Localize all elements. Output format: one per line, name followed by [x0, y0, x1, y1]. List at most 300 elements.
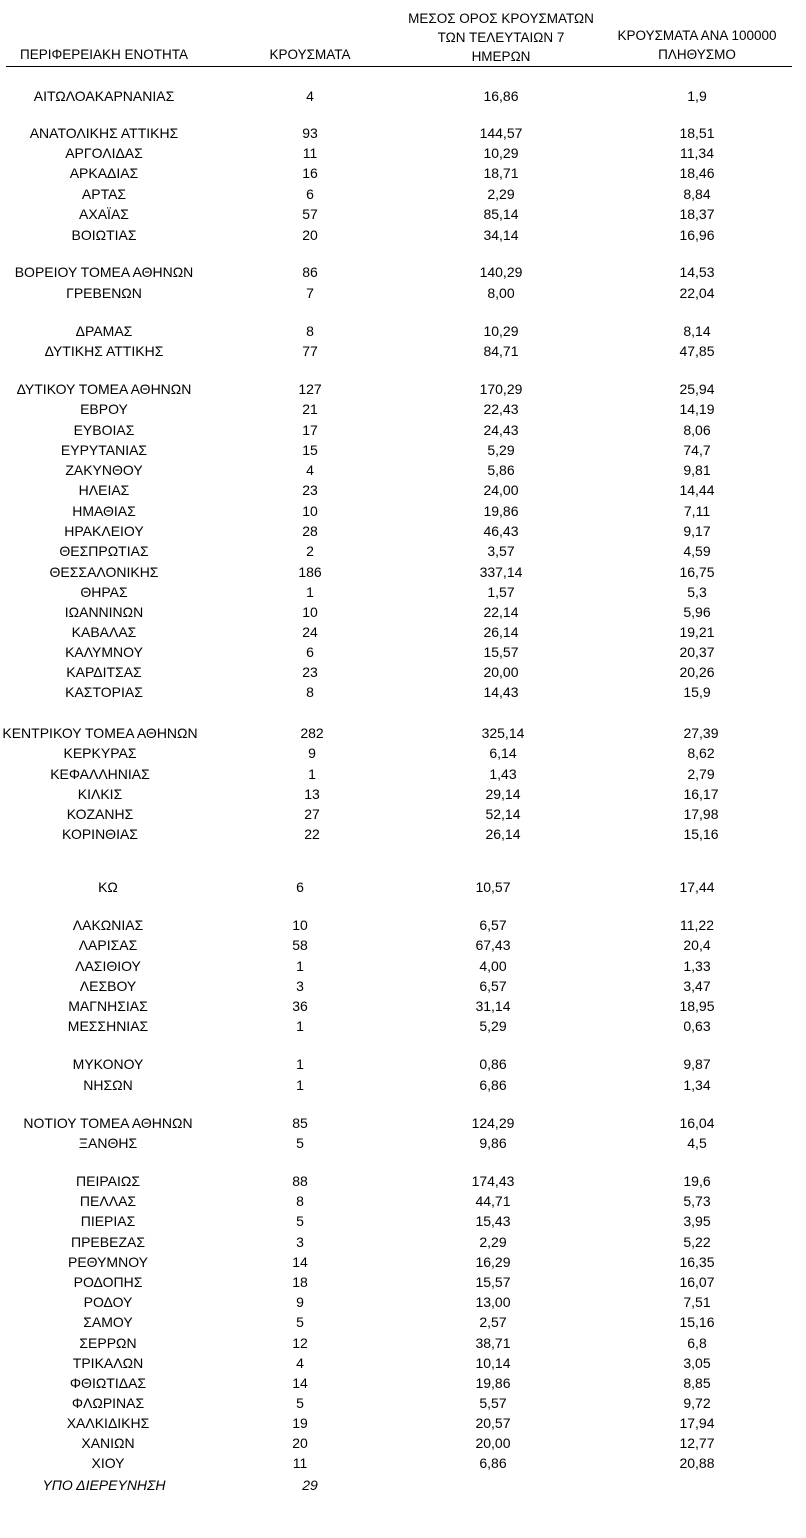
table-row — [0, 1312, 806, 1332]
cell-region: ΔΡΑΜΑΣ — [75, 323, 133, 339]
table-row — [0, 262, 806, 282]
cell-region: ΚΑΛΥΜΝΟΥ — [65, 644, 143, 660]
cell-per100k: 16,07 — [679, 1274, 715, 1290]
cell-region: ΡΕΘΥΜΝΟΥ — [67, 1254, 148, 1270]
cell-per100k: 9,81 — [683, 462, 711, 478]
cell-cases: 77 — [302, 343, 318, 359]
cell-cases: 19 — [292, 1415, 308, 1431]
table-row — [0, 976, 806, 996]
cell-per100k: 5,22 — [683, 1234, 711, 1250]
cell-cases: 5 — [296, 1395, 304, 1411]
cell-avg7: 15,57 — [483, 644, 519, 660]
table-row — [0, 460, 806, 480]
cell-avg7: 144,57 — [479, 125, 523, 141]
cell-per100k: 15,16 — [683, 826, 719, 842]
cell-avg7: 2,29 — [487, 186, 515, 202]
table-row — [0, 723, 806, 743]
table-row — [0, 622, 806, 642]
cell-per100k: 8,85 — [683, 1375, 711, 1391]
cell-avg7: 4,00 — [479, 958, 507, 974]
cell-cases: 15 — [302, 442, 318, 458]
cell-avg7: 67,43 — [475, 937, 511, 953]
cell-region: ΛΑΡΙΣΑΣ — [78, 937, 138, 953]
cell-region: ΤΡΙΚΑΛΩΝ — [72, 1355, 144, 1371]
header-divider — [6, 66, 792, 67]
cell-per100k: 14,53 — [679, 264, 715, 280]
table-row — [0, 784, 806, 804]
cell-per100k: 4,59 — [683, 543, 711, 559]
cell-region: ΦΘΙΩΤΙΔΑΣ — [69, 1375, 147, 1391]
cell-avg7: 6,57 — [479, 917, 507, 933]
table-row — [0, 1171, 806, 1191]
table-row — [0, 1353, 806, 1373]
cell-per100k: 9,87 — [683, 1056, 711, 1072]
column-header-avg7 — [392, 9, 610, 66]
cell-per100k: 14,44 — [679, 482, 715, 498]
cell-cases: 13 — [304, 786, 320, 802]
cell-cases: 24 — [302, 624, 318, 640]
table-row — [0, 562, 806, 582]
cell-avg7: 14,43 — [483, 684, 519, 700]
cell-cases: 58 — [292, 937, 308, 953]
cell-region: ΧΑΛΚΙΔΙΚΗΣ — [66, 1415, 150, 1431]
cell-cases: 85 — [292, 1115, 308, 1131]
cell-cases: 11 — [292, 1455, 308, 1471]
cell-region: ΦΛΩΡΙΝΑΣ — [71, 1395, 145, 1411]
table-row — [0, 602, 806, 622]
cell-per100k: 17,44 — [679, 879, 715, 895]
cell-avg7: 24,43 — [483, 422, 519, 438]
cell-cases: 2 — [306, 543, 314, 559]
table-row — [0, 1252, 806, 1272]
cell-per100k: 5,3 — [687, 584, 707, 600]
cell-region: ΕΥΡΥΤΑΝΙΑΣ — [60, 442, 148, 458]
cell-region: ΑΡΓΟΛΙΔΑΣ — [65, 145, 143, 161]
cell-region: ΚΕΝΤΡΙΚΟΥ ΤΟΜΕΑ ΑΘΗΝΩΝ — [2, 725, 198, 741]
cell-per100k: 27,39 — [683, 725, 719, 741]
table-header — [0, 0, 806, 68]
cell-per100k: 18,95 — [679, 998, 715, 1014]
cell-cases: 6 — [306, 644, 314, 660]
cell-per100k: 8,14 — [683, 323, 711, 339]
cell-per100k: 5,96 — [683, 604, 711, 620]
cell-avg7: 124,29 — [471, 1115, 515, 1131]
table-row — [0, 1016, 806, 1036]
cell-cases: 27 — [304, 806, 320, 822]
cell-cases: 1 — [296, 958, 304, 974]
cell-avg7: 15,43 — [475, 1213, 511, 1229]
cell-per100k: 1,33 — [683, 958, 711, 974]
cell-cases: 9 — [296, 1294, 304, 1310]
table-row — [0, 1133, 806, 1153]
cell-cases: 3 — [296, 978, 304, 994]
table-row — [0, 1292, 806, 1312]
cell-per100k: 5,73 — [683, 1193, 711, 1209]
table-row — [0, 521, 806, 541]
cell-per100k: 15,16 — [679, 1314, 715, 1330]
column-header-avg7-line3: ΗΜΕΡΩΝ — [471, 49, 531, 64]
cell-cases: 8 — [296, 1193, 304, 1209]
cell-per100k: 20,37 — [679, 644, 715, 660]
cell-per100k: 25,94 — [679, 381, 715, 397]
cell-avg7: 19,86 — [483, 503, 519, 519]
cell-region: ΚΟΖΑΝΗΣ — [66, 806, 134, 822]
cell-avg7: 46,43 — [483, 523, 519, 539]
cell-per100k: 2,79 — [687, 766, 715, 782]
table-row — [0, 123, 806, 143]
cell-region: ΗΡΑΚΛΕΙΟΥ — [64, 523, 144, 539]
cell-avg7: 6,14 — [489, 745, 517, 761]
column-header-region: ΠΕΡΙΦΕΡΕΙΑΚΗ ΕΝΟΤΗΤΑ — [19, 47, 189, 62]
cell-cases: 1 — [296, 1077, 304, 1093]
table-row — [0, 804, 806, 824]
cell-per100k: 11,22 — [680, 917, 714, 933]
cell-per100k: 3,95 — [683, 1213, 711, 1229]
cell-cases: 4 — [306, 462, 314, 478]
cell-cases: 36 — [292, 998, 308, 1014]
cell-avg7: 0,86 — [479, 1056, 507, 1072]
cell-cases: 21 — [302, 401, 318, 417]
cell-cases: 14 — [292, 1254, 308, 1270]
table-row — [0, 341, 806, 361]
table-row — [0, 1211, 806, 1231]
cell-avg7: 6,57 — [479, 978, 507, 994]
cell-per100k: 1,34 — [683, 1077, 711, 1093]
table-row — [0, 1075, 806, 1095]
cell-cases: 22 — [304, 826, 320, 842]
table-row — [0, 480, 806, 500]
cell-per100k: 22,04 — [679, 285, 715, 301]
cell-cases: 4 — [296, 1355, 304, 1371]
cell-avg7: 13,00 — [475, 1294, 511, 1310]
cell-region: ΘΕΣΣΑΛΟΝΙΚΗΣ — [49, 564, 159, 580]
table-row — [0, 743, 806, 763]
cell-region: ΜΥΚΟΝΟΥ — [72, 1056, 144, 1072]
column-header-per100k-line2: ΠΛΗΘΥΣΜΟ — [658, 47, 736, 62]
cell-avg7: 140,29 — [479, 264, 523, 280]
cell-per100k: 0,63 — [683, 1018, 711, 1034]
cell-cases: 1 — [296, 1018, 304, 1034]
table-row — [0, 1453, 806, 1473]
table-row — [0, 1113, 806, 1133]
cell-region: ΖΑΚΥΝΘΟΥ — [65, 462, 143, 478]
cell-avg7: 85,14 — [483, 206, 519, 222]
table-row — [0, 1272, 806, 1292]
cell-region: ΘΕΣΠΡΩΤΙΑΣ — [59, 543, 149, 559]
table-row — [0, 1333, 806, 1353]
cell-per100k: 6,8 — [687, 1335, 707, 1351]
cell-avg7: 5,29 — [479, 1018, 507, 1034]
cell-cases: 18 — [292, 1274, 308, 1290]
footer-row — [0, 1475, 806, 1495]
table-row — [0, 379, 806, 399]
cell-per100k: 16,75 — [679, 564, 715, 580]
cell-cases: 23 — [302, 664, 318, 680]
table-row — [0, 225, 806, 245]
cell-region: ΑΝΑΤΟΛΙΚΗΣ ΑΤΤΙΚΗΣ — [29, 125, 179, 141]
cell-region: ΠΕΛΛΑΣ — [79, 1193, 137, 1209]
cell-cases: 3 — [296, 1234, 304, 1250]
cell-cases: 5 — [296, 1314, 304, 1330]
cell-avg7: 18,71 — [483, 165, 519, 181]
cell-cases: 93 — [302, 125, 318, 141]
cell-region: ΕΒΡΟΥ — [80, 401, 128, 417]
table-row — [0, 1191, 806, 1211]
cell-per100k: 17,94 — [679, 1415, 715, 1431]
cell-cases: 8 — [306, 684, 314, 700]
table-row — [0, 204, 806, 224]
cell-avg7: 10,14 — [475, 1355, 511, 1371]
cell-per100k: 47,85 — [679, 343, 715, 359]
cell-avg7: 5,29 — [487, 442, 515, 458]
cell-per100k: 18,37 — [679, 206, 715, 222]
cell-cases: 4 — [306, 88, 314, 104]
table-row — [0, 824, 806, 844]
cell-per100k: 7,51 — [683, 1294, 711, 1310]
column-header-cases: ΚΡΟΥΣΜΑΤΑ — [269, 47, 351, 62]
cell-per100k: 20,88 — [679, 1455, 715, 1471]
cell-cases: 12 — [292, 1335, 308, 1351]
cell-region: ΗΜΑΘΙΑΣ — [72, 503, 136, 519]
column-header-per100k — [588, 26, 806, 64]
cell-avg7: 84,71 — [483, 343, 519, 359]
cell-region: ΑΙΤΩΛΟΑΚΑΡΝΑΝΙΑΣ — [33, 88, 175, 104]
table-row — [0, 956, 806, 976]
cell-region: ΠΕΙΡΑΙΩΣ — [76, 1173, 140, 1189]
cell-region: ΗΛΕΙΑΣ — [78, 482, 130, 498]
table-row — [0, 321, 806, 341]
cell-cases: 10 — [302, 503, 318, 519]
cell-cases: 7 — [306, 285, 314, 301]
cell-avg7: 15,57 — [475, 1274, 511, 1290]
cell-per100k: 14,19 — [679, 401, 715, 417]
table-row — [0, 682, 806, 702]
cell-avg7: 38,71 — [475, 1335, 511, 1351]
cell-avg7: 1,43 — [489, 766, 517, 782]
cell-avg7: 170,29 — [479, 381, 523, 397]
table-row — [0, 1393, 806, 1413]
cell-cases: 1 — [306, 584, 314, 600]
table-row — [0, 501, 806, 521]
cell-per100k: 74,7 — [683, 442, 711, 458]
cell-avg7: 22,14 — [483, 604, 519, 620]
cell-region: ΔΥΤΙΚΟΥ ΤΟΜΕΑ ΑΘΗΝΩΝ — [16, 381, 192, 397]
cell-cases: 10 — [292, 917, 308, 933]
cell-cases: 5 — [296, 1213, 304, 1229]
cell-avg7: 6,86 — [479, 1077, 507, 1093]
table-row — [0, 935, 806, 955]
cell-per100k: 9,17 — [683, 523, 711, 539]
cell-region: ΚΑΣΤΟΡΙΑΣ — [65, 684, 143, 700]
cell-avg7: 26,14 — [485, 826, 521, 842]
table-row — [0, 86, 806, 106]
cell-cases: 16 — [302, 165, 318, 181]
cell-region: ΣΑΜΟΥ — [83, 1314, 133, 1330]
table-row — [0, 877, 806, 897]
table-row — [0, 915, 806, 935]
cell-per100k: 12,77 — [679, 1435, 715, 1451]
cell-cases: 11 — [302, 145, 318, 161]
table-row — [0, 662, 806, 682]
cell-avg7: 6,86 — [479, 1455, 507, 1471]
cell-cases: 6 — [296, 879, 304, 895]
cell-region: ΒΟΙΩΤΙΑΣ — [71, 227, 137, 243]
cell-avg7: 52,14 — [485, 806, 521, 822]
cell-avg7: 5,57 — [479, 1395, 507, 1411]
cell-cases: 17 — [302, 422, 318, 438]
cell-region: ΝΟΤΙΟΥ ΤΟΜΕΑ ΑΘΗΝΩΝ — [23, 1115, 193, 1131]
cell-cases: 23 — [302, 482, 318, 498]
cell-region: ΑΡΤΑΣ — [81, 186, 127, 202]
column-header-avg7-line1: ΜΕΣΟΣ ΟΡΟΣ ΚΡΟΥΣΜΑΤΩΝ — [408, 11, 594, 26]
table-row — [0, 143, 806, 163]
cell-avg7: 16,86 — [483, 88, 519, 104]
cell-avg7: 9,86 — [479, 1135, 507, 1151]
cell-region: ΑΧΑΪΑΣ — [79, 206, 129, 222]
table-row — [0, 764, 806, 784]
cell-region: ΛΑΚΩΝΙΑΣ — [72, 917, 144, 933]
cell-per100k: 8,06 — [683, 422, 711, 438]
table-row — [0, 1373, 806, 1393]
footer-cases: 29 — [302, 1477, 318, 1493]
cell-per100k: 16,96 — [679, 227, 715, 243]
cell-per100k: 8,62 — [687, 745, 715, 761]
cell-avg7: 24,00 — [483, 482, 519, 498]
cell-avg7: 2,57 — [479, 1314, 507, 1330]
cell-cases: 28 — [302, 523, 318, 539]
cell-per100k: 7,11 — [683, 503, 711, 519]
cell-region: ΕΥΒΟΙΑΣ — [73, 422, 135, 438]
table-row — [0, 642, 806, 662]
cell-region: ΞΑΝΘΗΣ — [78, 1135, 138, 1151]
table-row — [0, 582, 806, 602]
table-row — [0, 1054, 806, 1074]
cell-cases: 20 — [302, 227, 318, 243]
cell-region: ΛΑΣΙΘΙΟΥ — [75, 958, 141, 974]
table-row — [0, 399, 806, 419]
cell-cases: 14 — [292, 1375, 308, 1391]
cell-region: ΚΙΛΚΙΣ — [77, 786, 123, 802]
cell-avg7: 19,86 — [475, 1375, 511, 1391]
cell-avg7: 44,71 — [475, 1193, 511, 1209]
footer-region: ΥΠΟ ΔΙΕΡΕΥΝΗΣΗ — [42, 1477, 166, 1493]
cell-cases: 5 — [296, 1135, 304, 1151]
cell-avg7: 31,14 — [475, 998, 511, 1014]
cell-cases: 1 — [308, 766, 316, 782]
cell-avg7: 34,14 — [483, 227, 519, 243]
cell-avg7: 29,14 — [485, 786, 521, 802]
cell-cases: 1 — [296, 1056, 304, 1072]
cell-region: ΡΟΔΟΠΗΣ — [73, 1274, 143, 1290]
table-row — [0, 541, 806, 561]
cell-avg7: 10,57 — [475, 879, 511, 895]
cell-per100k: 15,9 — [683, 684, 711, 700]
cell-region: ΚΑΡΔΙΤΣΑΣ — [66, 664, 142, 680]
table-row — [0, 184, 806, 204]
column-header-avg7-line2: ΤΩΝ ΤΕΛΕΥΤΑΙΩΝ 7 — [437, 30, 565, 45]
table-row — [0, 996, 806, 1016]
table-row — [0, 1433, 806, 1453]
cell-cases: 8 — [306, 323, 314, 339]
column-header-per100k-line1: ΚΡΟΥΣΜΑΤΑ ΑΝΑ 100000 — [617, 28, 777, 43]
cell-region: ΣΕΡΡΩΝ — [79, 1335, 137, 1351]
cell-cases: 57 — [302, 206, 318, 222]
cell-avg7: 8,00 — [487, 285, 515, 301]
cell-cases: 88 — [292, 1173, 308, 1189]
cell-avg7: 10,29 — [483, 323, 519, 339]
cell-cases: 186 — [298, 564, 322, 580]
cell-region: ΧΑΝΙΩΝ — [81, 1435, 135, 1451]
cell-per100k: 9,72 — [683, 1395, 711, 1411]
cell-per100k: 17,98 — [683, 806, 719, 822]
cell-region: ΧΙΟΥ — [91, 1455, 125, 1471]
cell-per100k: 4,5 — [687, 1135, 707, 1151]
cell-avg7: 22,43 — [483, 401, 519, 417]
cell-avg7: 20,00 — [475, 1435, 511, 1451]
table-row — [0, 1232, 806, 1252]
cell-avg7: 5,86 — [487, 462, 515, 478]
table-row — [0, 420, 806, 440]
cell-region: ΚΑΒΑΛΑΣ — [71, 624, 137, 640]
cell-avg7: 26,14 — [483, 624, 519, 640]
cell-per100k: 3,05 — [683, 1355, 711, 1371]
cell-region: ΠΡΕΒΕΖΑΣ — [70, 1234, 145, 1250]
cell-per100k: 18,46 — [679, 165, 715, 181]
cell-per100k: 16,17 — [683, 786, 719, 802]
cell-avg7: 337,14 — [479, 564, 523, 580]
cell-per100k: 16,35 — [679, 1254, 715, 1270]
table-row — [0, 440, 806, 460]
cell-cases: 6 — [306, 186, 314, 202]
cell-avg7: 20,00 — [483, 664, 519, 680]
cell-region: ΚΩ — [98, 879, 118, 895]
cell-region: ΚΕΦΑΛΛΗΝΙΑΣ — [50, 766, 150, 782]
cell-avg7: 3,57 — [487, 543, 515, 559]
cell-region: ΙΩΑΝΝΙΝΩΝ — [64, 604, 144, 620]
cell-region: ΝΗΣΩΝ — [83, 1077, 133, 1093]
cell-region: ΚΟΡΙΝΘΙΑΣ — [62, 826, 138, 842]
cell-cases: 86 — [302, 264, 318, 280]
cell-cases: 282 — [300, 725, 324, 741]
cell-cases: 10 — [302, 604, 318, 620]
cell-avg7: 1,57 — [487, 584, 515, 600]
cell-avg7: 325,14 — [481, 725, 525, 741]
cell-region: ΡΟΔΟΥ — [83, 1294, 133, 1310]
cell-cases: 127 — [298, 381, 322, 397]
cell-per100k: 19,21 — [679, 624, 715, 640]
cell-region: ΔΥΤΙΚΗΣ ΑΤΤΙΚΗΣ — [44, 343, 164, 359]
cell-avg7: 20,57 — [475, 1415, 511, 1431]
table-row — [0, 283, 806, 303]
cell-per100k: 20,4 — [683, 937, 711, 953]
cell-region: ΒΟΡΕΙΟΥ ΤΟΜΕΑ ΑΘΗΝΩΝ — [14, 264, 194, 280]
cell-region: ΑΡΚΑΔΙΑΣ — [69, 165, 139, 181]
cell-region: ΜΕΣΣΗΝΙΑΣ — [67, 1018, 149, 1034]
cell-region: ΠΙΕΡΙΑΣ — [80, 1213, 136, 1229]
cell-per100k: 3,47 — [683, 978, 711, 994]
cell-avg7: 16,29 — [475, 1254, 511, 1270]
cell-per100k: 11,34 — [680, 145, 714, 161]
cell-per100k: 1,9 — [687, 88, 707, 104]
cell-avg7: 10,29 — [483, 145, 519, 161]
table-row — [0, 163, 806, 183]
table-row — [0, 1413, 806, 1433]
cell-region: ΓΡΕΒΕΝΩΝ — [66, 285, 142, 301]
cell-per100k: 8,84 — [683, 186, 711, 202]
cell-avg7: 2,29 — [479, 1234, 507, 1250]
cell-avg7: 174,43 — [471, 1173, 515, 1189]
cell-region: ΜΑΓΝΗΣΙΑΣ — [68, 998, 148, 1014]
